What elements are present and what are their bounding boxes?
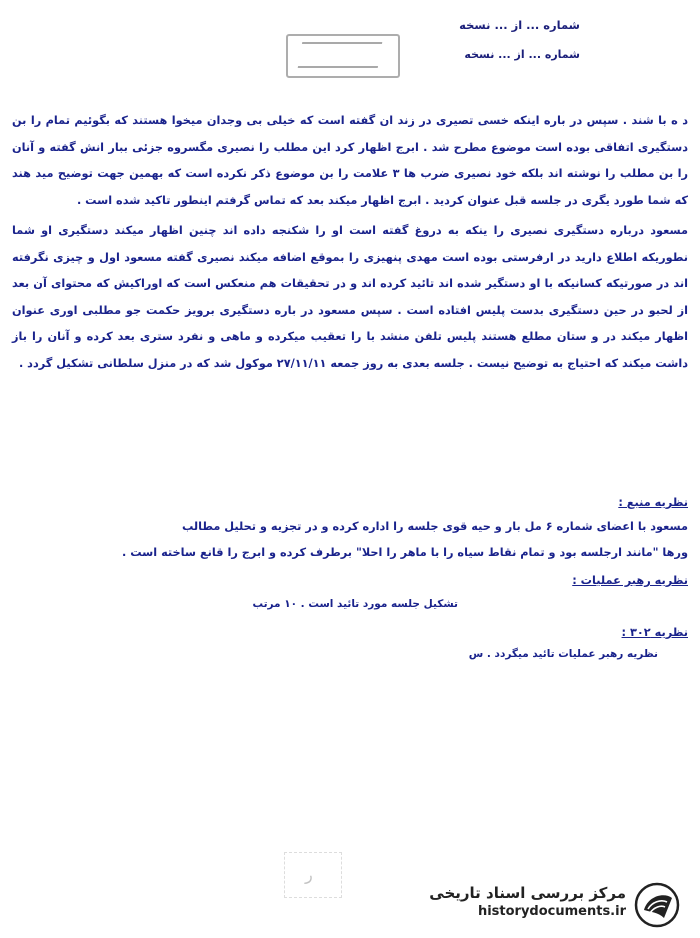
leadership-opinion-section: [12, 574, 688, 624]
report-paragraph-2: مسعود درباره دستگیری نصیری را ینکه به دروغ گفته است او را شکنجه داده اند چنین اظهار میکند دستگیری او شما نطوریکه اطلاع دارید در ارفرستی بوده است مهدی پنهیزی را بموقع اضافه میکند نصیری گفته مسعود اول و چیزی نگرفته اند در صورتیکه کسانیکه با او دستگیر شده اند تائید کرده اند و در تحقیقات هم منعکس است که اوراکیش که محتوای آن بعد از لحبو در حین دستگیری بدست پلیس افتاده است . سپس مسعود در باره دستگیری برویز حکمت جو مطلبی اوری عنوان اظهار میکند در و ستان مطلع هستند پلیس تلفن منشد با را تعقیب میکرده و ماهی و نفرد ستری بعد کرده و آنان را باز داشت میکند که احتیاج به توضیح نیست . جلسه بعدی به روز جمعه ۲۷/۱۱/۱۱ موکول شد که در منزل سلطانی تشکیل گردد .: [12, 224, 688, 370]
department-opinion-section: [12, 626, 688, 676]
document-copy-line: شماره ... از ... نسخه: [464, 48, 580, 61]
paper-fold-mark: [284, 852, 342, 898]
stamp-ink-mark: [298, 42, 383, 68]
source-opinion-line-2: ورها "مانند ارجلسه بود و تمام نقاط سیاه را با ماهر را احلا" برطرف کرده و ابرج را قانع ساخته است .: [121, 546, 688, 559]
report-body: [12, 108, 688, 377]
watermark-text: [429, 884, 626, 919]
watermark-url: historydocuments.ir: [477, 904, 626, 919]
leadership-opinion-text: تشکیل جلسه مورد تائید است . ۱۰ مرتب: [252, 598, 458, 610]
source-opinion-line-1: مسعود با اعضای شماره ۶ مل بار و حیه قوی جلسه را اداره کرده و در تجزیه و تحلیل مطالب: [181, 520, 688, 533]
source-opinion-title: نظریه منبع :: [618, 496, 688, 509]
leadership-opinion-title: نظریه رهبر عملیات :: [572, 574, 688, 587]
source-opinion-section: [12, 496, 688, 572]
document-number-line: شماره ... از ... نسخه: [459, 18, 580, 32]
department-opinion-text: نظریه رهبر عملیات تائید میگردد . س: [468, 648, 658, 660]
watermark-title: مرکز بررسی اسناد تاریخی: [429, 884, 626, 902]
department-opinion-title: نظریه ۳۰۲ :: [621, 626, 688, 639]
archive-logo-icon: [634, 882, 680, 928]
report-paragraph-1: د ه با شند . سپس در باره اینکه خسی تصیری در زند ان گفته است که خیلی بی وجدان میخوا هستند که بگوئیم تمام را بن دستگیری اتفاقی بوده است موضوع مطرح شد . ابرج اظهار کرد این مطلب را نصیری مگسروه جزئی ببار انش گفته و آنان را بن مطلب را نوشته اند بلکه خود نصیری ضرب ها ۳ علامت را بن موضوع ذکر نکرده است که بهمین جهت توضیح مید هند که شما طورد یگری در جلسه قبل عنوان کردید . ابرج اظهار میکند بعد که تماس گرفتم اینطور تاکید شده است .: [12, 114, 688, 207]
faded-ink-glyph: ر: [305, 865, 313, 884]
archive-watermark: [410, 880, 680, 930]
